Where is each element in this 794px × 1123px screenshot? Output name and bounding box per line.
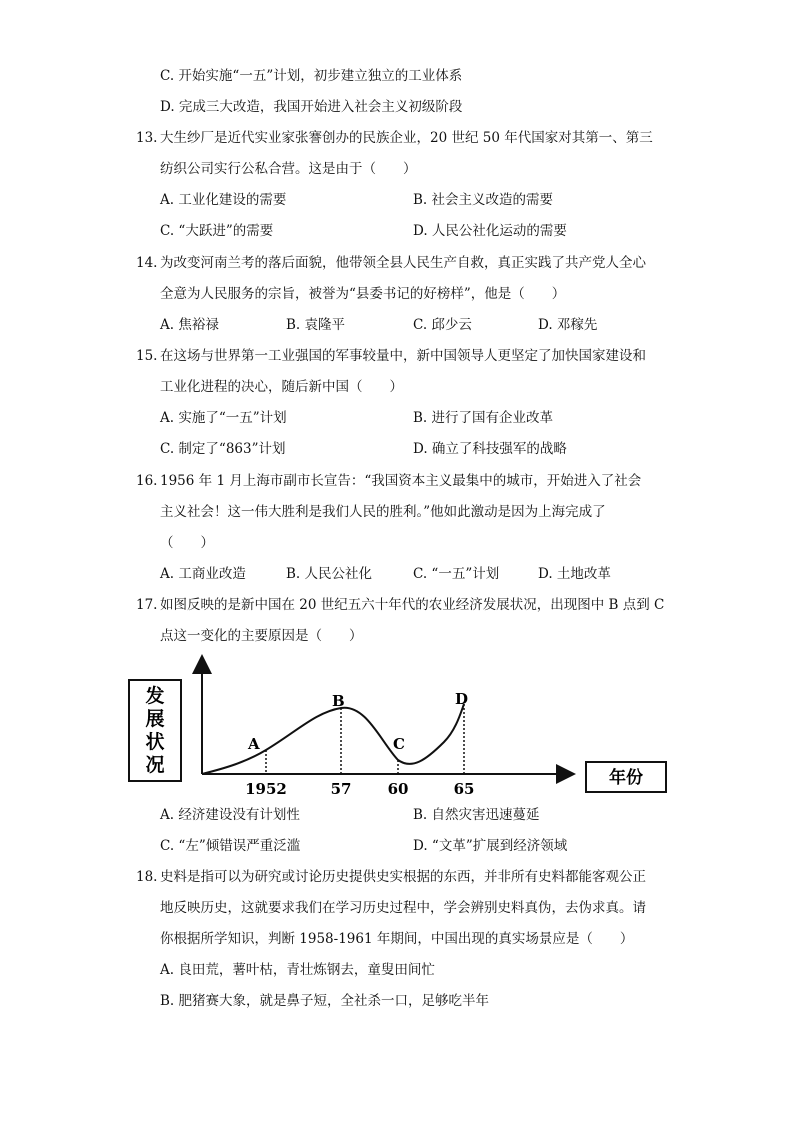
- q18-stem-line2: 地反映历史，这就要求我们在学习历史过程中，学会辨别史料真伪，去伪求真。请: [160, 900, 646, 916]
- q18-stem-line3: 你根据所学知识，判断 1958-1961 年期间，中国出现的真实场景应是（ ）: [160, 931, 634, 947]
- q17-chart: [126, 652, 671, 802]
- q15-option-b: B. 进行了国有企业改革: [413, 410, 554, 426]
- q13-option-d: D. 人民公社化运动的需要: [413, 223, 567, 239]
- ylabel-char: 状: [145, 731, 165, 753]
- q14-option-b: B. 袁隆平: [286, 317, 346, 333]
- ylabel-char: 发: [145, 685, 165, 707]
- q17-stem-line2: 点这一变化的主要原因是（ ）: [160, 628, 363, 644]
- xlabel-text: 年份: [609, 768, 643, 788]
- q14-stem-line1: 为改变河南兰考的落后面貌，他带领全县人民生产自救，真正实践了共产党人全心: [160, 255, 646, 271]
- development-curve: [202, 704, 464, 774]
- q18-option-a: A. 良田荒，薯叶枯，青壮炼钢去，童叟田间忙: [160, 962, 435, 978]
- q13-option-a: A. 工业化建设的需要: [160, 192, 287, 208]
- q12-option-d: D. 完成三大改造，我国开始进入社会主义初级阶段: [160, 99, 463, 115]
- q16-stem-line3: （ ）: [160, 535, 214, 551]
- x-tick-60: 60: [387, 780, 409, 798]
- q15-option-c: C. 制定了“863”计划: [160, 441, 286, 457]
- q17-option-c: C. “左”倾错误严重泛滥: [160, 838, 301, 854]
- point-label-a: A: [248, 735, 260, 753]
- q16-number: 16.: [136, 473, 158, 489]
- q15-option-d: D. 确立了科技强军的战略: [413, 441, 567, 457]
- q17-option-d: D. “文革”扩展到经济领域: [413, 838, 568, 854]
- point-label-c: C: [393, 735, 405, 753]
- q16-option-a: A. 工商业改造: [160, 566, 246, 582]
- q17-option-b: B. 自然灾害迅速蔓延: [413, 807, 540, 823]
- q17-number: 17.: [136, 597, 158, 613]
- q16-stem-line2: 主义社会！这一伟大胜利是我们人民的胜利。”他如此激动是因为上海完成了: [160, 504, 606, 520]
- q13-option-b: B. 社会主义改造的需要: [413, 192, 554, 208]
- q15-stem-line2: 工业化进程的决心，随后新中国（ ）: [160, 379, 403, 395]
- q13-stem-line1: 大生纱厂是近代实业家张謇创办的民族企业，20 世纪 50 年代国家对其第一、第三: [160, 130, 653, 146]
- ylabel-char: 况: [145, 754, 165, 776]
- q18-number: 18.: [136, 869, 158, 885]
- q12-option-c: C. 开始实施“一五”计划，初步建立独立的工业体系: [160, 68, 463, 84]
- x-tick-1952: 1952: [245, 780, 287, 798]
- q14-option-a: A. 焦裕禄: [160, 317, 219, 333]
- q17-stem-line1: 如图反映的是新中国在 20 世纪五六十年代的农业经济发展状况，出现图中 B 点到 C: [160, 597, 665, 613]
- q13-stem-line2: 纺织公司实行公私合营。这是由于（ ）: [160, 161, 417, 177]
- q16-option-c: C. “一五”计划: [413, 566, 500, 582]
- q15-option-a: A. 实施了“一五”计划: [160, 410, 287, 426]
- q14-option-c: C. 邱少云: [413, 317, 472, 333]
- x-tick-65: 65: [453, 780, 475, 798]
- q15-stem-line1: 在这场与世界第一工业强国的军事较量中，新中国领导人更坚定了加快国家建设和: [160, 348, 646, 364]
- q15-number: 15.: [136, 348, 158, 364]
- ylabel-char: 展: [145, 708, 165, 730]
- q14-number: 14.: [136, 255, 158, 271]
- point-label-b: B: [332, 692, 345, 710]
- point-label-d: D: [455, 690, 469, 708]
- q14-stem-line2: 全意为人民服务的宗旨，被誉为“县委书记的好榜样”，他是（ ）: [160, 286, 566, 302]
- q18-stem-line1: 史料是指可以为研究或讨论历史提供史实根据的东西，并非所有史料都能客观公正: [160, 869, 646, 885]
- q18-option-b: B. 肥猪赛大象，就是鼻子短，全社杀一口，足够吃半年: [160, 993, 490, 1009]
- q16-option-b: B. 人民公社化: [286, 566, 373, 582]
- q17-option-a: A. 经济建设没有计划性: [160, 807, 300, 823]
- x-tick-57: 57: [330, 780, 352, 798]
- q16-option-d: D. 土地改革: [538, 566, 611, 582]
- q13-number: 13.: [136, 130, 158, 146]
- q13-option-c: C. “大跃进”的需要: [160, 223, 274, 239]
- q16-stem-line1: 1956 年 1 月上海市副市长宣告：“我国资本主义最集中的城市，开始进入了社会: [160, 473, 642, 489]
- q14-option-d: D. 邓稼先: [538, 317, 598, 333]
